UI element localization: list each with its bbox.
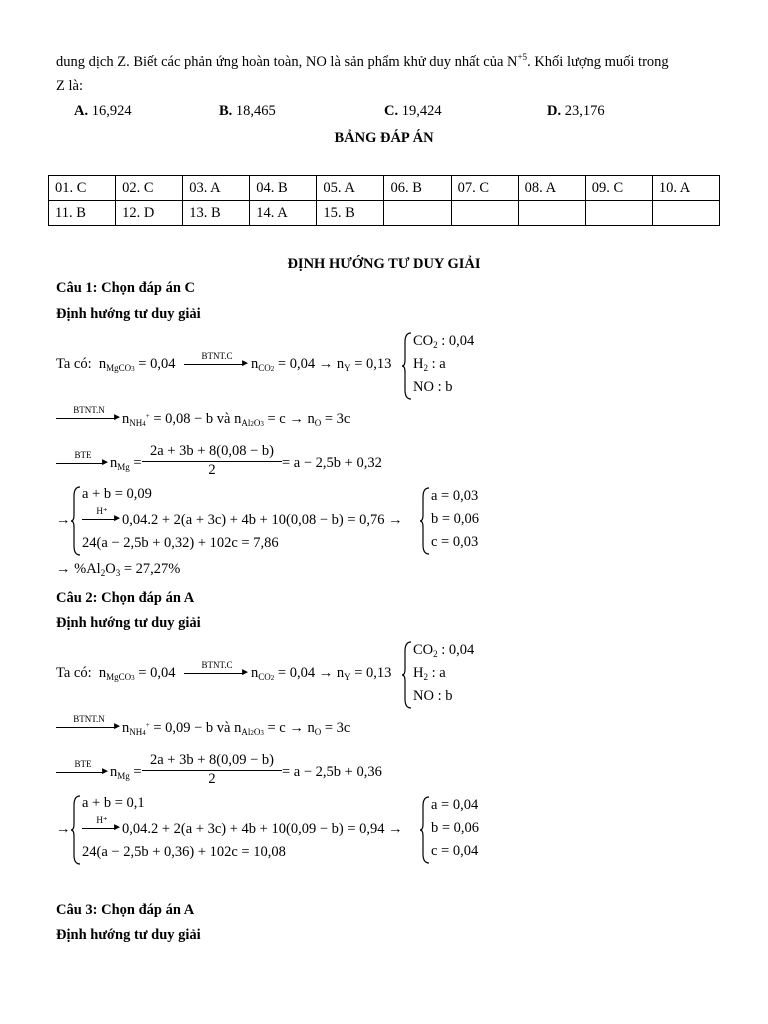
intro-line-2: Z là: [56, 78, 83, 94]
option-d: D. 23,176 [547, 103, 605, 119]
q2-sys-co2: $CO_2$ : 0,04 [413, 642, 475, 659]
q2-taco-line: Ta có: $n_{MgCO3} = 0,04$ [56, 665, 176, 682]
q1-nh4-line: $n_{NH4^+} = 0,08 - b$ và $n_{Al2O3} = c \to n_O = 3c$ [122, 411, 351, 428]
answer-cell: 03. A [183, 176, 250, 201]
q2-heading: Câu 2: Chọn đáp án A [56, 590, 195, 606]
q1-fraction: $\frac{2a + 3b + 8(0,08 - b)}{2}$ [142, 443, 282, 479]
q2-arrow: → [56, 821, 71, 837]
option-a: A. 16,924 [74, 103, 132, 119]
q2-res-b: b = 0,06 [431, 820, 480, 836]
answer-cell [451, 201, 518, 226]
q1-nmg: $n_{Mg}$ = [110, 455, 142, 472]
q2-fraction: $\frac{2a + 3b + 8(0,09 - b)}{2}$ [142, 752, 282, 788]
q1-sys-h2: $H_2$ : a [413, 356, 446, 373]
q1-bte-arrow: BTE ► [56, 451, 110, 471]
q1-subheading: Định hướng tư duy giải [56, 306, 201, 322]
q1-final: → $\%Al_2O_3 = 27,27\%$ [56, 561, 181, 578]
q2-bte-arrow: BTE ► [56, 760, 110, 780]
table-row [49, 176, 720, 201]
answer-cell: 11. B [49, 201, 116, 226]
q2-sys-h2: $H_2$ : a [413, 665, 446, 682]
q2-big-brace [71, 795, 81, 865]
answer-cell [384, 201, 451, 226]
q1-sys-co2: $CO_2$ : 0,04 [413, 333, 475, 350]
q1-hplus-arrow: H⁺ ► [82, 507, 122, 527]
q1-bte-rhs: = a − 2,5b + 0,32 [282, 455, 382, 471]
q2-hplus-arrow: H⁺ ► [82, 816, 122, 836]
answer-cell [652, 201, 719, 226]
q2-sys-no: NO : b [413, 688, 453, 704]
q1-eq-3: 24(a − 2,5b + 0,32) + 102c = 7,86 [82, 535, 279, 551]
option-b: B. 18,465 [219, 103, 276, 119]
q1-eq-1: a + b = 0,09 [82, 486, 152, 502]
answer-cell: 04. B [250, 176, 317, 201]
q2-brace [402, 641, 412, 709]
answer-cell: 14. A [250, 201, 317, 226]
q2-eq-3: 24(a − 2,5b + 0,36) + 102c = 10,08 [82, 844, 286, 860]
q1-sys-no: NO : b [413, 379, 453, 395]
q1-brace [402, 332, 412, 400]
answer-cell: 13. B [183, 201, 250, 226]
q1-res-brace [420, 487, 430, 555]
q1-btntn-arrow: BTNT.N ► [56, 406, 122, 426]
q2-eq-2: 0,04.2 + 2(a + 3c) + 4b + 10(0,09 − b) = 0,94 → [122, 821, 403, 837]
answer-cell: 01. C [49, 176, 116, 201]
solution-title: ĐỊNH HƯỚNG TƯ DUY GIẢI [287, 256, 481, 272]
q1-nco2: $n_{CO2} = 0,04 \to n_Y = 0,13$ [251, 356, 392, 373]
q1-res-c: c = 0,03 [431, 534, 479, 550]
answer-cell: 10. A [652, 176, 719, 201]
answer-cell: 07. C [451, 176, 518, 201]
q2-nmg: $n_{Mg}$ = [110, 764, 142, 781]
q2-bte-rhs: = a − 2,5b + 0,36 [282, 764, 382, 780]
option-c: C. 19,424 [384, 103, 442, 119]
q3-subheading: Định hướng tư duy giải [56, 927, 201, 943]
q1-res-b: b = 0,06 [431, 511, 480, 527]
q1-eq-2: 0,04.2 + 2(a + 3c) + 4b + 10(0,08 − b) = 0,76 → [122, 512, 403, 528]
answer-table [48, 175, 720, 226]
q1-arrow: → [56, 512, 71, 528]
intro-line-1: dung dịch Z. Biết các phản ứng hoàn toàn, NO là sản phẩm khử duy nhất của $N^{+5}$. Khối lượng muối trong [56, 52, 669, 70]
answer-cell [518, 201, 585, 226]
q2-res-a: a = 0,04 [431, 797, 479, 813]
q1-btntc-arrow: BTNT.C ► [184, 352, 250, 372]
q2-eq-1: a + b = 0,1 [82, 795, 145, 811]
q1-big-brace [71, 486, 81, 556]
answer-cell: 12. D [116, 201, 183, 226]
q2-nco2: $n_{CO2} = 0,04 \to n_Y = 0,13$ [251, 665, 392, 682]
answer-cell: 02. C [116, 176, 183, 201]
q2-btntc-arrow: BTNT.C ► [184, 661, 250, 681]
q1-heading: Câu 1: Chọn đáp án C [56, 280, 196, 296]
table-row [49, 201, 720, 226]
q1-taco-line: Ta có: $n_{MgCO3} = 0,04$ [56, 356, 176, 373]
answer-cell: 08. A [518, 176, 585, 201]
q2-subheading: Định hướng tư duy giải [56, 615, 201, 631]
answer-cell: 05. A [317, 176, 384, 201]
q2-res-brace [420, 796, 430, 864]
q2-res-c: c = 0,04 [431, 843, 479, 859]
answer-cell: 09. C [585, 176, 652, 201]
q2-nh4-line: $n_{NH4^+} = 0,09 - b$ và $n_{Al2O3} = c \to n_O = 3c$ [122, 720, 351, 737]
answer-cell [585, 201, 652, 226]
q1-res-a: a = 0,03 [431, 488, 479, 504]
answer-cell: 06. B [384, 176, 451, 201]
answer-cell: 15. B [317, 201, 384, 226]
q2-btntn-arrow: BTNT.N ► [56, 715, 122, 735]
answer-table-title: BẢNG ĐÁP ÁN [334, 130, 434, 146]
q3-heading: Câu 3: Chọn đáp án A [56, 902, 195, 918]
